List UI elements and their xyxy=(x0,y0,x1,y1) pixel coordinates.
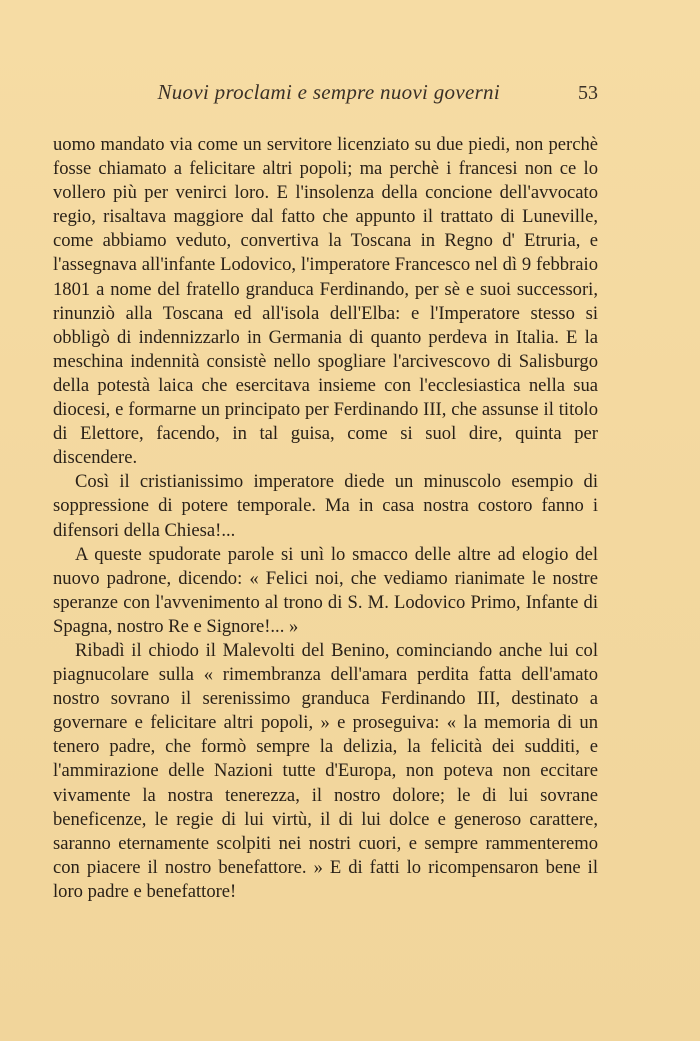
running-title: Nuovi proclami e sempre nuovi governi xyxy=(157,80,500,104)
paragraph-1: uomo mandato via come un servitore licenziato su due piedi, non perchè fosse chiamato a felicitare altri popoli; ma perchè i francesi non ce lo vollero più per venirci loro. E l'insolenza della concione dell'avvocato regio, risaltava maggiore dal fatto che appunto il trattato di Luneville, come abbiamo veduto, convertiva la Toscana in Regno d' Etruria, e l'assegnava all'infante Lodovico, l'imperatore Francesco nel dì 9 febbraio 1801 a nome del fratello granduca Ferdinando, per sè e suoi successori, rinunziò alla Toscana ed all'isola dell'Elba: e l'Imperatore stesso si obbligò di indennizzarlo in Germania di quanto perdeva in Italia. E la meschina indennità consistè nello spogliare l'arcivescovo di Salisburgo della potestà laica che esercitava insieme con l'ecclesiastica nella sua diocesi, e formarne un principato per Ferdinando III, che assunse il titolo di Elettore, facendo, in tal guisa, come si suol dire, quinta per discendere. xyxy=(53,134,598,469)
body-text xyxy=(53,133,598,904)
paragraph-3: A queste spudorate parole si unì lo smacco delle altre ad elogio del nuovo padrone, dicendo: « Felici noi, che vediamo rianimate le nostre speranze con l'avvenimento al trono di S. M. Lodovico Primo, Infante di Spagna, nostro Re e Signore!... » xyxy=(53,543,598,637)
running-head xyxy=(53,80,598,110)
paragraph-2: Così il cristianissimo imperatore diede un minuscolo esempio di soppressione di potere temporale. Ma in casa nostra costoro fanno i difensori della Chiesa!... xyxy=(53,471,598,541)
paragraph-4: Ribadì il chiodo il Malevolti del Benino, cominciando anche lui col piagnucolare sulla « rimembranza dell'amara perdita fatta dell'amato nostro sovrano il serenissimo granduca Ferdinando III, destinato a governare e felicitare altri popoli, » e proseguiva: « la memoria di un tenero padre, che formò sempre la delizia, la felicità dei sudditi, e l'ammirazione delle Nazioni tutte d'Europa, non poteva non eccitare vivamente la nostra tenerezza, il nostro dolore; le di lui sovrane beneficenze, le regie di lui virtù, il di lui dolce e generoso carattere, saranno eternamente scolpiti nei nostri cuori, e sempre rammenteremo con piacere il nostro benefattore. » E di fatti lo ricompensaron bene il loro padre e benefattore! xyxy=(53,639,598,902)
page-number: 53 xyxy=(578,82,598,104)
